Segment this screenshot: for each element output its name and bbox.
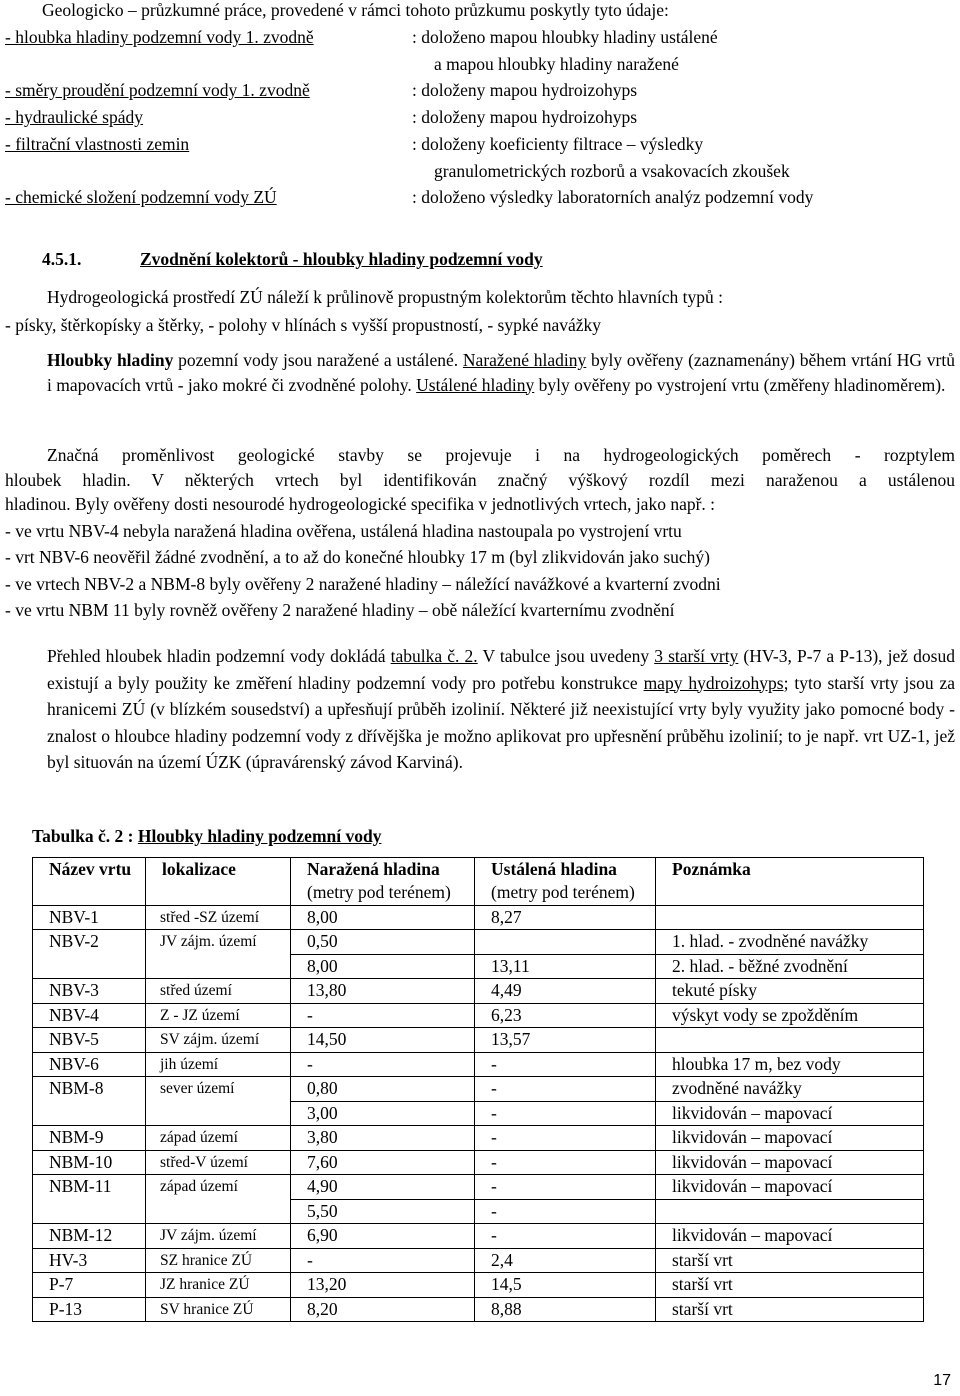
cell-location: SV zájm. území: [146, 1028, 291, 1053]
cell-static: 8,88: [475, 1297, 656, 1322]
cell-struck: 8,20: [291, 1297, 475, 1322]
intro-text: Geologicko – průzkumné práce, provedené v rámci tohoto průzkumu poskytly tyto údaje:: [42, 0, 669, 20]
cell-note: [656, 1028, 924, 1053]
table-row: [33, 954, 924, 979]
table-row: [33, 1052, 924, 1077]
cell-name: NBM-10: [33, 1150, 146, 1175]
cell-name: NBV-5: [33, 1028, 146, 1053]
item-value-3: : doloženy mapou hydroizohyps: [412, 107, 638, 127]
cell-struck: 13,80: [291, 979, 475, 1004]
th-sub-static: (metry pod terénem): [475, 881, 656, 905]
th-name: Název vrtu: [33, 858, 146, 882]
page-number: 17: [933, 1372, 951, 1389]
section-number: 4.5.1.: [42, 249, 82, 269]
cell-name: [33, 1199, 146, 1224]
cell-location: střed území: [146, 979, 291, 1004]
item-label-4: - filtrační vlastnosti zemin: [5, 134, 190, 154]
table-row: [33, 979, 924, 1004]
table-row: [33, 1248, 924, 1273]
cell-struck: 6,90: [291, 1224, 475, 1249]
cell-static: -: [475, 1101, 656, 1126]
cell-struck: 14,50: [291, 1028, 475, 1053]
item-value-4: : doloženy koeficienty filtrace – výsledky: [412, 134, 704, 154]
table-row: [33, 1297, 924, 1322]
p4-text2: V tabulce jsou uvedeny: [477, 646, 655, 666]
table-row: [33, 1150, 924, 1175]
cell-name: NBM-8: [33, 1077, 146, 1102]
cell-name: NBV-1: [33, 905, 146, 930]
cell-location: [146, 954, 291, 979]
cell-name: [33, 1101, 146, 1126]
item-value-4b: granulometrických rozborů a vsakovacích zkoušek: [434, 161, 790, 181]
cell-note: starší vrt: [656, 1297, 924, 1322]
cell-name: NBV-4: [33, 1003, 146, 1028]
section-title: Zvodnění kolektorů - hloubky hladiny podzemní vody: [140, 249, 543, 269]
cell-static: -: [475, 1126, 656, 1151]
cell-note: 2. hlad. - běžné zvodnění: [656, 954, 924, 979]
cell-name: NBM-11: [33, 1175, 146, 1200]
paragraph-variability: [5, 443, 955, 623]
cell-name: NBV-3: [33, 979, 146, 1004]
table-caption-prefix: Tabulka č. 2 :: [32, 826, 138, 846]
th-sub-note: [656, 881, 924, 905]
item-value-1: : doloženo mapou hloubky hladiny ustálené: [412, 27, 718, 47]
cell-static: -: [475, 1224, 656, 1249]
cell-note: tekuté písky: [656, 979, 924, 1004]
th-struck: Naražená hladina: [291, 858, 475, 882]
item-value-1b: a mapou hloubky hladiny naražené: [434, 54, 679, 74]
cell-struck: 8,00: [291, 954, 475, 979]
cell-static: [475, 930, 656, 955]
cell-note: likvidován – mapovací: [656, 1150, 924, 1175]
cell-static: 13,57: [475, 1028, 656, 1053]
p4-text3: (HV-3, P-7 a P-13), jež dosud existují a byly použity ke změření hladiny podzemní vody pro potřebu konstrukce: [47, 646, 955, 693]
cell-note: zvodněné navážky: [656, 1077, 924, 1102]
p3-line3: hladinou. Byly ověřeny dosti nesourodé hydrogeologické specifika v jednotlivých vrtech, jako např. :: [5, 494, 716, 514]
cell-note: [656, 905, 924, 930]
p3-line2: hloubek hladin. V některých vrtech byl identifikován značný výškový rozdíl mezi naraženou a ustálenou: [5, 469, 955, 490]
p2-text2: byly ověřeny (zaznamenány) během vrtání HG vrtů i mapovacích vrtů - jako mokré či zvodněné polohy.: [47, 350, 955, 395]
p3-detail3: - ve vrtech NBV-2 a NBM-8 byly ověřeny 2 naražené hladiny – náležící navážkové a kvarterní zvodni: [5, 573, 721, 594]
cell-location: střed-V území: [146, 1150, 291, 1175]
item-label-2: - směry proudění podzemní vody 1. zvodně: [5, 80, 310, 100]
cell-location: JV zájm. území: [146, 930, 291, 955]
th-sub-name: [33, 881, 146, 905]
table-row: [33, 1126, 924, 1151]
cell-name: NBM-9: [33, 1126, 146, 1151]
cell-struck: 0,50: [291, 930, 475, 955]
cell-note: likvidován – mapovací: [656, 1101, 924, 1126]
item-value-2: : doloženy mapou hydroizohyps: [412, 80, 638, 100]
table-caption: [32, 826, 381, 847]
p4-text1: Přehled hloubek hladin podzemní vody dokládá: [47, 646, 391, 666]
cell-location: JZ hranice ZÚ: [146, 1273, 291, 1298]
cell-struck: 5,50: [291, 1199, 475, 1224]
cell-static: 6,23: [475, 1003, 656, 1028]
cell-note: hloubka 17 m, bez vody: [656, 1052, 924, 1077]
p3-detail1: - ve vrtu NBV-4 nebyla naražená hladina ověřena, ustálená hladina nastoupala po vystrojení vrtu: [5, 520, 682, 541]
cell-struck: 13,20: [291, 1273, 475, 1298]
cell-note: 1. hlad. - zvodněné navážky: [656, 930, 924, 955]
p2-underline2: Ustálené hladiny: [416, 374, 535, 395]
cell-location: střed -SZ území: [146, 905, 291, 930]
paragraph-collectors: [5, 285, 955, 337]
cell-location: SV hranice ZÚ: [146, 1297, 291, 1322]
table-row: [33, 1199, 924, 1224]
paragraph-depths: [5, 348, 955, 397]
th-sub-struck: (metry pod terénem): [291, 881, 475, 905]
table-header-row: [33, 858, 924, 882]
table-row: [33, 930, 924, 955]
cell-static: -: [475, 1052, 656, 1077]
paragraph-overview: [5, 643, 955, 776]
cell-name: P-7: [33, 1273, 146, 1298]
cell-static: 2,4: [475, 1248, 656, 1273]
p1-line2: - písky, štěrkopísky a štěrky, - polohy v hlínách s vyšší propustností, - sypké navážky: [5, 314, 602, 335]
cell-name: NBV-2: [33, 930, 146, 955]
th-sub-location: [146, 881, 291, 905]
cell-struck: 4,90: [291, 1175, 475, 1200]
table-subheader-row: [33, 881, 924, 905]
cell-name: HV-3: [33, 1248, 146, 1273]
p4-text4: tyto starší vrty jsou za hranicemi ZÚ (v blízkém sousedství) a upřesňují průběh izolinií. Některé již neexistující vrty byly využity jako pomocné body - znalost o hloubce hladiny podzemní vody z dřívějška je možno aplikovat pro upřesnění průběhu izolinií; to je např. vrt UZ-1, jež byl situován na území ÚZK (úpravárenský závod Karviná).: [47, 672, 955, 772]
cell-location: SZ hranice ZÚ: [146, 1248, 291, 1273]
item-label-1: - hloubka hladiny podzemní vody 1. zvodně: [5, 27, 314, 47]
item-label-3: - hydraulické spády: [5, 107, 144, 127]
p3-detail2: - vrt NBV-6 neověřil žádné zvodnění, a to až do konečné hloubky 17 m (byl zlikvidován jako suchý): [5, 547, 711, 567]
cell-name: NBM-12: [33, 1224, 146, 1249]
cell-note: [656, 1199, 924, 1224]
cell-location: západ území: [146, 1175, 291, 1200]
table-row: [33, 1101, 924, 1126]
p2-text1: pozemní vody jsou naražené a ustálené.: [173, 350, 463, 370]
cell-note: likvidován – mapovací: [656, 1224, 924, 1249]
p4-link-table: tabulka č. 2.: [390, 646, 478, 666]
cell-location: sever území: [146, 1077, 291, 1102]
item-label-5: - chemické složení podzemní vody ZÚ: [5, 187, 277, 207]
cell-struck: 8,00: [291, 905, 475, 930]
cell-struck: 3,80: [291, 1126, 475, 1151]
table-row: [33, 1273, 924, 1298]
table-row: [33, 1175, 924, 1200]
cell-struck: 0,80: [291, 1077, 475, 1102]
cell-name: P-13: [33, 1297, 146, 1322]
p3-line1: Značná proměnlivost geologické stavby se projevuje i na hydrogeologických poměrech - rozptylem: [47, 445, 955, 465]
p4-underline-old-wells: 3 starší vrty: [654, 646, 739, 666]
p1-line1: Hydrogeologická prostředí ZÚ náleží k průlinově propustným kolektorům těchto hlavních typů :: [47, 287, 724, 307]
cell-name: [33, 954, 146, 979]
table-row: [33, 905, 924, 930]
table-row: [33, 1003, 924, 1028]
cell-note: starší vrt: [656, 1248, 924, 1273]
cell-location: Z - JZ území: [146, 1003, 291, 1028]
cell-static: -: [475, 1199, 656, 1224]
th-static: Ustálená hladina: [475, 858, 656, 882]
p2-bold: Hloubky hladiny: [47, 350, 174, 370]
cell-static: -: [475, 1150, 656, 1175]
depth-table: [32, 857, 924, 1322]
th-location: lokalizace: [146, 858, 291, 882]
table-row: [33, 1028, 924, 1053]
cell-struck: -: [291, 1248, 475, 1273]
cell-name: NBV-6: [33, 1052, 146, 1077]
p3-detail4: - ve vrtu NBM 11 byly rovněž ověřeny 2 naražené hladiny – obě náležící kvarternímu zvodnění: [5, 600, 675, 620]
p2-text3: byly ověřeny po vystrojení vrtu (změřeny hladinoměrem).: [534, 374, 946, 395]
cell-note: likvidován – mapovací: [656, 1126, 924, 1151]
cell-location: [146, 1199, 291, 1224]
item-value-5: : doloženo výsledky laboratorních analýz podzemní vody: [412, 187, 814, 207]
p4-underline-maps: mapy hydroizohyps;: [643, 672, 789, 693]
cell-static: -: [475, 1077, 656, 1102]
cell-static: 8,27: [475, 905, 656, 930]
p2-underline1: Naražené hladiny: [462, 350, 587, 370]
table-row: [33, 1224, 924, 1249]
cell-note: výskyt vody se zpožděním: [656, 1003, 924, 1028]
table-row: [33, 1077, 924, 1102]
cell-location: jih území: [146, 1052, 291, 1077]
cell-struck: -: [291, 1003, 475, 1028]
cell-static: 13,11: [475, 954, 656, 979]
cell-location: západ území: [146, 1126, 291, 1151]
cell-note: starší vrt: [656, 1273, 924, 1298]
cell-location: JV zájm. území: [146, 1224, 291, 1249]
cell-struck: 3,00: [291, 1101, 475, 1126]
cell-location: [146, 1101, 291, 1126]
cell-note: likvidován – mapovací: [656, 1175, 924, 1200]
table-caption-title: Hloubky hladiny podzemní vody: [137, 826, 382, 846]
cell-struck: 7,60: [291, 1150, 475, 1175]
cell-struck: -: [291, 1052, 475, 1077]
cell-static: 4,49: [475, 979, 656, 1004]
cell-static: -: [475, 1175, 656, 1200]
th-note: Poznámka: [656, 858, 924, 882]
cell-static: 14,5: [475, 1273, 656, 1298]
